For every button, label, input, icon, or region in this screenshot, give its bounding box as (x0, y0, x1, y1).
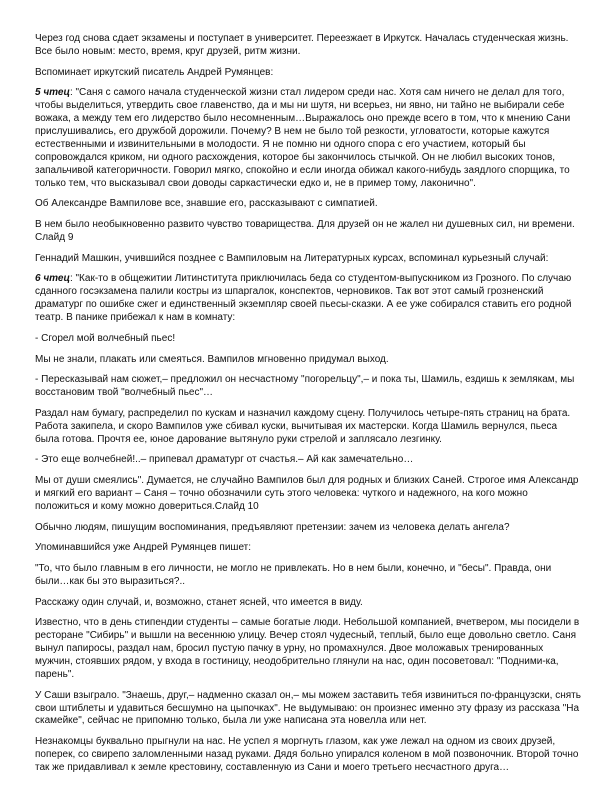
paragraph-text: : "Как-то в общежитии Литинститута приключилась беда со студентом-выпускником из Грозного. По случаю сданного госэкзамена палили костры из шпаргалок, конспектов, черновиков. Так вот этот самый грозненский драматург по ошибке сжег и единственный экземпляр своей пьесы-сказки. А ее уже собирался ставить его родной театр. В панике прибежал к нам в комнату: (35, 273, 572, 324)
paragraph (35, 454, 583, 467)
paragraph (35, 617, 583, 682)
paragraph-text: - Пересказывай нам сюжет,– предложил он несчастному "погорельцу",– и пока ты, Шамиль, ездишь к землякам, мы восстановим твой "волчебный пьес"… (35, 374, 575, 399)
paragraph-text: Вспоминает иркутский писатель Андрей Румянцев: (35, 66, 274, 78)
paragraph (35, 597, 583, 610)
paragraph-text: У Саши взыграло. "Знаешь, друг,– надменно сказал он,– мы можем заставить тебя извиниться по-французски, снять свои штиблеты и удавиться бесшумно на цыпочках". Не выдумываю: он произнес именно эту фразу из рассказа "На скамейке", сейчас не припомню только, была ли уже написана эта новелла или нет. (35, 689, 581, 727)
paragraph-text: Расскажу один случай, и, возможно, станет ясней, что имеется в виду. (35, 596, 363, 608)
paragraph (35, 354, 583, 367)
paragraph-text: Об Александре Вампилове все, знавшие его, рассказывают с симпатией. (35, 198, 378, 210)
paragraph (35, 522, 583, 535)
paragraph-text: Обычно людям, пишущим воспоминания, предъявляют претензии: зачем из человека делать ангела? (35, 521, 510, 533)
paragraph-text: - Это еще волчебней!..– припевал драматург от счастья.– Ай как замечательно… (35, 454, 414, 466)
paragraph-text: Раздал нам бумагу, распределил по кускам и назначил каждому сцену. Получилось четыре-пять страниц на брата. Работа закипела, и скоро Вампилов уже сбивал куски, вычитывая их мастерски. Когда Шамиль вернулся, пьеса была готова. Прочтя ее, юное дарование вытянуло руки стрелой и заплясало лезгинку. (35, 407, 571, 445)
reader-label: 6 чтец (35, 273, 70, 285)
paragraph (35, 408, 583, 447)
paragraph-text: Через год снова сдает экзамены и поступает в университет. Переезжает в Иркутск. Началась студенческая жизнь. Все было новым: место, время, круг друзей, ритм жизни. (35, 33, 569, 57)
paragraph (35, 273, 583, 325)
paragraph (35, 198, 583, 211)
paragraph-text: Мы не знали, плакать или смеяться. Вампилов мгновенно придумал выход. (35, 353, 389, 365)
reader-label: 5 чтец (35, 87, 70, 99)
paragraph (35, 563, 583, 589)
paragraph (35, 333, 583, 346)
paragraph (35, 542, 583, 555)
paragraph-text: Незнакомцы буквально прыгнули на нас. Не успел я моргнуть глазом, как уже лежал на одном из своих друзей, поперек, со свирепо заломленными назад руками. Дядя больно упирался коленом в мой позвоночник. Второй точно так же придавливал к земле крестовину, составленную из Сани и моего третьего несчастного друга… (35, 736, 579, 773)
paragraph-text: Известно, что в день стипендии студенты – самые богатые люди. Небольшой компанией, вчетвером, мы посидели в ресторане "Сибирь" и вышли на весеннюю улицу. Вечер стоял чудесный, теплый, было еще довольно светло. Саня вынул папиросы, раздал нам, бросил пустую пачку в урну, но промахнулся. Двое моложавых тренированных мужчин, стоявших рядом, у входа в гостиницу, неодобрительно глянули на нас, один посоветовал: "Подними-ка, парень". (35, 617, 580, 680)
paragraph-text: Геннадий Машкин, учившийся позднее с Вампиловым на Литературных курсах, вспоминал курьезный случай: (35, 252, 549, 264)
paragraph (35, 374, 583, 400)
paragraph-text: В нем было необыкновенно развито чувство товарищества. Для друзей он не жалел ни душевных сил, ни времени. Слайд 9 (35, 219, 575, 243)
paragraph (35, 33, 583, 59)
paragraph (35, 87, 583, 190)
paragraph-text: : "Саня с самого начала студенческой жизни стал лидером среди нас. Хотя сам ничего не делал для того, чтобы выделиться, утвердить свое главенство, да и мы ни шутя, ни всерьез, ни явно, ни тайно не выбирали себе вожака, а между тем его лидерство было несомненным…Выражалось оно прежде всего в том, что к мнению Сани прислушивались, его дружбой дорожили. Почему? В нем не было той резкости, угловатости, которые кажутся естественными и извинительными в молодости. Я не помню ни одного спора с его участием, который бы сопровождался криком, ни одного расхождения, которое бы закончилось стычкой. Он не любил высоких тонов, запальчивой категоричности. Говорил мягко, спокойно и если иногда обижал какого-нибудь заядлого спорщика, то только тем, что высказывал свои доводы саркастически едко и, не в пример тому, лаконично". (35, 87, 571, 189)
paragraph-text: Упоминавшийся уже Андрей Румянцев пишет: (35, 542, 252, 554)
paragraph-text: "То, что было главным в его личности, не могло не привлекать. Но в нем были, конечно, и "бесы". Правда, они были…как бы это выразиться?.. (35, 562, 552, 587)
paragraph (35, 690, 583, 729)
paragraph-text: Мы от души смеялись". Думается, не случайно Вампилов был для родных и близких Саней. Строгое имя Александр и мягкий его вариант – Саня – точно обозначили суть этого человека: чуткого и надежного, на кого можно положиться и кому можно довериться.Слайд 10 (35, 475, 579, 512)
paragraph-text: - Сгорел мой волчебный пьес! (35, 332, 176, 344)
paragraph (35, 67, 583, 80)
paragraph (35, 736, 583, 775)
paragraph (35, 219, 583, 245)
paragraph (35, 475, 583, 514)
document-page (35, 33, 583, 783)
paragraph (35, 253, 583, 266)
